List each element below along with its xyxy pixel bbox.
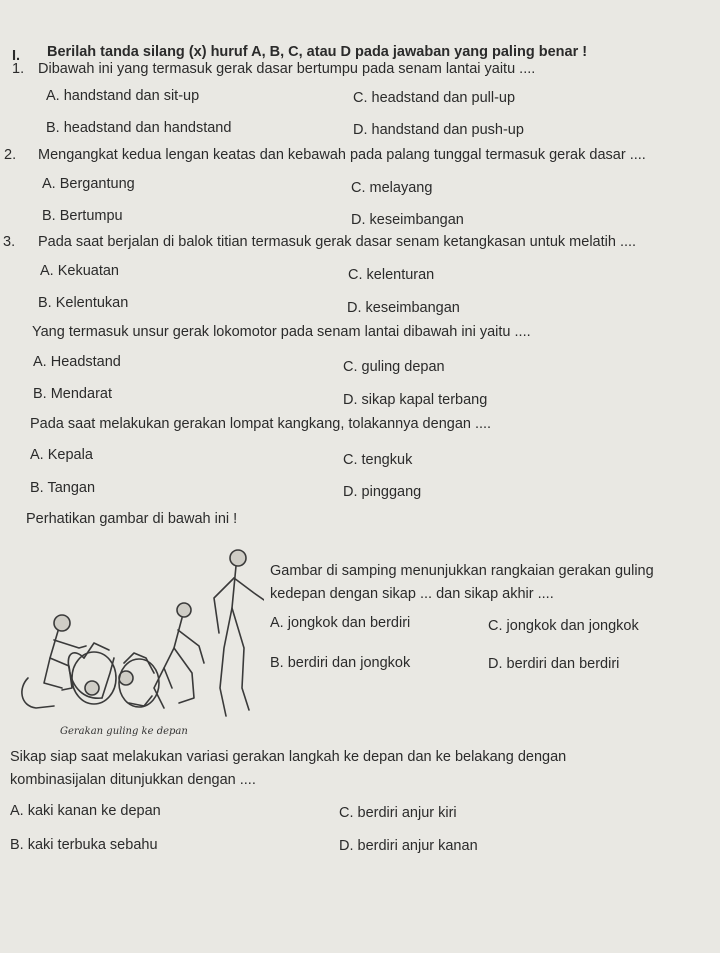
option-d[interactable]: D. berdiri anjur kanan — [339, 838, 478, 854]
option-a[interactable]: A. handstand dan sit-up — [46, 88, 200, 104]
option-c[interactable]: C. guling depan — [343, 359, 445, 375]
option-c[interactable]: C. berdiri anjur kiri — [339, 805, 457, 821]
question-text: kedepan dengan sikap ... dan sikap akhir .... — [270, 586, 554, 602]
question-text: Mengangkat kedua lengan keatas dan kebawah pada palang tunggal termasuk gerak dasar .... — [38, 147, 646, 163]
option-a[interactable]: A. jongkok dan berdiri — [270, 615, 411, 631]
pose-rising — [154, 603, 204, 708]
option-d[interactable]: D. handstand dan push-up — [353, 122, 524, 138]
option-a[interactable]: A. Bergantung — [42, 176, 135, 192]
option-c[interactable]: C. melayang — [351, 180, 433, 196]
option-b[interactable]: B. berdiri dan jongkok — [270, 655, 411, 671]
question-text: Dibawah ini yang termasuk gerak dasar bertumpu pada senam lantai yaitu .... — [38, 61, 536, 77]
option-d[interactable]: D. berdiri dan berdiri — [488, 656, 620, 672]
option-a[interactable]: A. kaki kanan ke depan — [10, 803, 161, 819]
option-d[interactable]: D. pinggang — [343, 484, 422, 500]
section-number: I. — [12, 48, 21, 64]
option-c[interactable]: C. tengkuk — [343, 452, 413, 468]
option-a[interactable]: A. Headstand — [33, 354, 121, 370]
question-text: Sikap siap saat melakukan variasi gerakan langkah ke depan dan ke belakang dengan — [10, 749, 567, 765]
option-c[interactable]: C. kelenturan — [348, 267, 435, 283]
option-b[interactable]: B. Mendarat — [33, 386, 112, 402]
question-text: kombinasijalan ditunjukkan dengan .... — [10, 772, 256, 788]
question-number: 2. — [4, 147, 17, 163]
option-c[interactable]: C. headstand dan pull-up — [353, 90, 516, 106]
figure-intro: Perhatikan gambar di bawah ini ! — [26, 511, 238, 527]
option-a[interactable]: A. Kepala — [30, 447, 93, 463]
pose-rolling — [68, 643, 116, 704]
pose-tucked — [119, 653, 159, 707]
option-a[interactable]: A. Kekuatan — [40, 263, 119, 279]
option-b[interactable]: B. Kelentukan — [38, 295, 129, 311]
question-text: Gambar di samping menunjukkan rangkaian gerakan guling — [270, 563, 654, 579]
forward-roll-illustration — [14, 538, 264, 738]
question-number: 1. — [12, 61, 25, 77]
question-text: Pada saat melakukan gerakan lompat kangkang, tolakannya dengan .... — [30, 416, 492, 432]
option-b[interactable]: B. Tangan — [30, 480, 96, 496]
option-b[interactable]: B. Bertumpu — [42, 208, 123, 224]
option-b[interactable]: B. headstand dan handstand — [46, 120, 232, 136]
option-c[interactable]: C. jongkok dan jongkok — [488, 618, 639, 634]
option-b[interactable]: B. kaki terbuka sebahu — [10, 837, 158, 853]
question-text: Pada saat berjalan di balok titian termasuk gerak dasar senam ketangkasan untuk melatih .... — [38, 234, 637, 250]
option-d[interactable]: D. keseimbangan — [351, 212, 464, 228]
pose-standing-end — [214, 550, 264, 716]
option-d[interactable]: D. sikap kapal terbang — [343, 392, 488, 408]
figure-caption: Gerakan guling ke depan — [60, 726, 188, 737]
question-text: Yang termasuk unsur gerak lokomotor pada senam lantai dibawah ini yaitu .... — [32, 324, 531, 340]
option-d[interactable]: D. keseimbangan — [347, 300, 460, 316]
section-instruction: Berilah tanda silang (x) huruf A, B, C, atau D pada jawaban yang paling benar ! — [47, 44, 588, 60]
question-number: 3. — [3, 234, 16, 250]
